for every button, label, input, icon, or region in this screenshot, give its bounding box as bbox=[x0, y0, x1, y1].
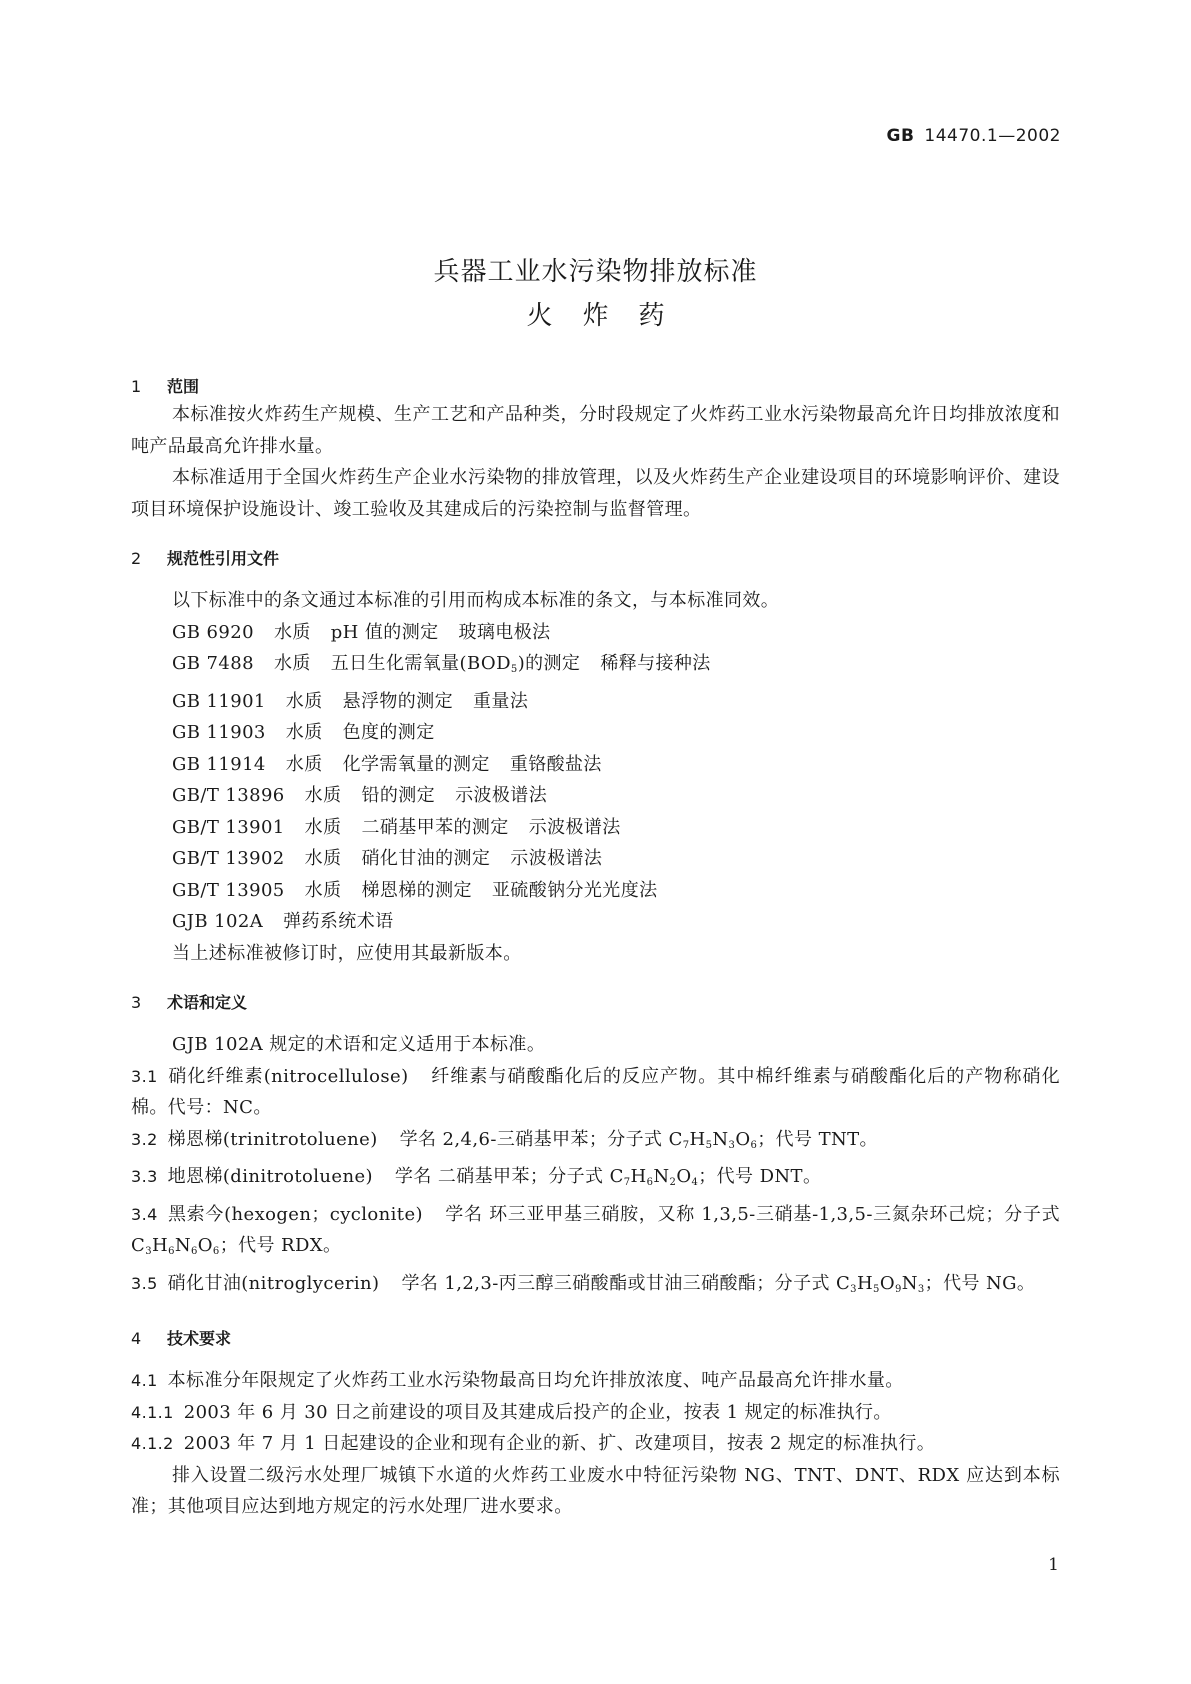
reference-item: GB/T 13902 水质 硝化甘油的测定 示波极谱法 bbox=[172, 848, 603, 869]
section-heading-4: 4 技术要求 bbox=[131, 1329, 232, 1348]
clause-3-2: 3.2 梯恩梯(trinitrotoluene) 学名 2,4,6-三硝基甲苯；分子式 $C_7H_5N_3O_6$；代号 TNT。 bbox=[131, 1128, 878, 1151]
section-heading-1: 1 范围 bbox=[131, 377, 200, 396]
document-title bbox=[0, 250, 1191, 338]
standard-code: 14470.1—2002 bbox=[924, 126, 1061, 146]
paragraph: 当上述标准被修订时，应使用其最新版本。 bbox=[172, 942, 522, 964]
paragraph: GJB 102A 规定的术语和定义适用于本标准。 bbox=[172, 1034, 546, 1055]
paragraph: 本标准按火炸药生产规模、生产工艺和产品种类，分时段规定了火炸药工业水污染物最高允许日均排放浓度和吨产品最高允许排水量。 bbox=[131, 404, 1060, 457]
clause-4-1-2: 4.1.2 2003 年 7 月 1 日起建设的企业和现有企业的新、扩、改建项目，按表 2 规定的标准执行。 bbox=[131, 1433, 936, 1454]
clause-4-1-1: 4.1.1 2003 年 6 月 30 日之前建设的项目及其建成后投产的企业，按表 1 规定的标准执行。 bbox=[131, 1401, 892, 1423]
clause-3-4: 3.4 黑索今(hexogen；cyclonite) 学名 环三亚甲基三硝胺，又称 1,3,5-三硝基-1,3,5-三氮杂环己烷；分子式 $C_3H_6N_6O_6$；代号 RDX。 bbox=[131, 1203, 1060, 1257]
document-body bbox=[131, 375, 1060, 1523]
reference-item: GB/T 13901 水质 二硝基甲苯的测定 示波极谱法 bbox=[172, 816, 621, 838]
section-heading-2: 2 规范性引用文件 bbox=[131, 549, 280, 568]
reference-item: GB 11914 水质 化学需氧量的测定 重铬酸盐法 bbox=[172, 753, 602, 775]
reference-item: GB 11901 水质 悬浮物的测定 重量法 bbox=[172, 690, 529, 712]
main-title: 兵器工业水污染物排放标准 bbox=[433, 257, 758, 287]
reference-item: GB 7488 水质 五日生化需氧量$(BOD_5)$的测定 稀释与接种法 bbox=[172, 653, 711, 675]
reference-item: GB/T 13896 水质 铅的测定 示波极谱法 bbox=[172, 785, 548, 806]
paragraph: 以下标准中的条文通过本标准的引用而构成本标准的条文，与本标准同效。 bbox=[172, 590, 780, 611]
clause-3-1: 3.1 硝化纤维素(nitrocellulose) 纤维素与硝酸酯化后的反应产物。其中棉纤维素与硝酸酯化后的产物称硝化棉。代号：NC。 bbox=[131, 1065, 1061, 1118]
clause-4-1: 4.1 本标准分年限规定了火炸药工业水污染物最高日均允许排放浓度、吨产品最高允许排水量。 bbox=[131, 1370, 904, 1391]
page-number: 1 bbox=[1048, 1555, 1059, 1575]
reference-item: GB/T 13905 水质 梯恩梯的测定 亚硫酸钠分光光度法 bbox=[172, 879, 658, 901]
reference-item: GB 6920 水质 pH 值的测定 玻璃电极法 bbox=[172, 621, 551, 643]
standard-number bbox=[887, 126, 1062, 146]
reference-item: GJB 102A 弹药系统术语 bbox=[172, 911, 394, 932]
section-heading-3: 3 术语和定义 bbox=[131, 993, 248, 1012]
standard-prefix: GB bbox=[886, 126, 915, 146]
reference-item: GB 11903 水质 色度的测定 bbox=[172, 722, 435, 743]
clause-3-5: 3.5 硝化甘油(nitroglycerin) 学名 1,2,3-丙三醇三硝酸酯或甘油三硝酸酯；分子式 $C_3H_5O_9N_3$；代号 NG。 bbox=[131, 1272, 1036, 1295]
clause-3-3: 3.3 地恩梯(dinitrotoluene) 学名 二硝基甲苯；分子式 $C_7H_6N_2O_4$；代号 DNT。 bbox=[131, 1166, 822, 1188]
paragraph: 排入设置二级污水处理厂城镇下水道的火炸药工业废水中特征污染物 NG、TNT、DNT、RDX 应达到本标准；其他项目应达到地方规定的污水处理厂进水要求。 bbox=[131, 1464, 1060, 1517]
sub-title: 火炸药 bbox=[526, 301, 695, 331]
paragraph: 本标准适用于全国火炸药生产企业水污染物的排放管理，以及火炸药生产企业建设项目的环境影响评价、建设项目环境保护设施设计、竣工验收及其建成后的污染控制与监督管理。 bbox=[131, 467, 1060, 520]
